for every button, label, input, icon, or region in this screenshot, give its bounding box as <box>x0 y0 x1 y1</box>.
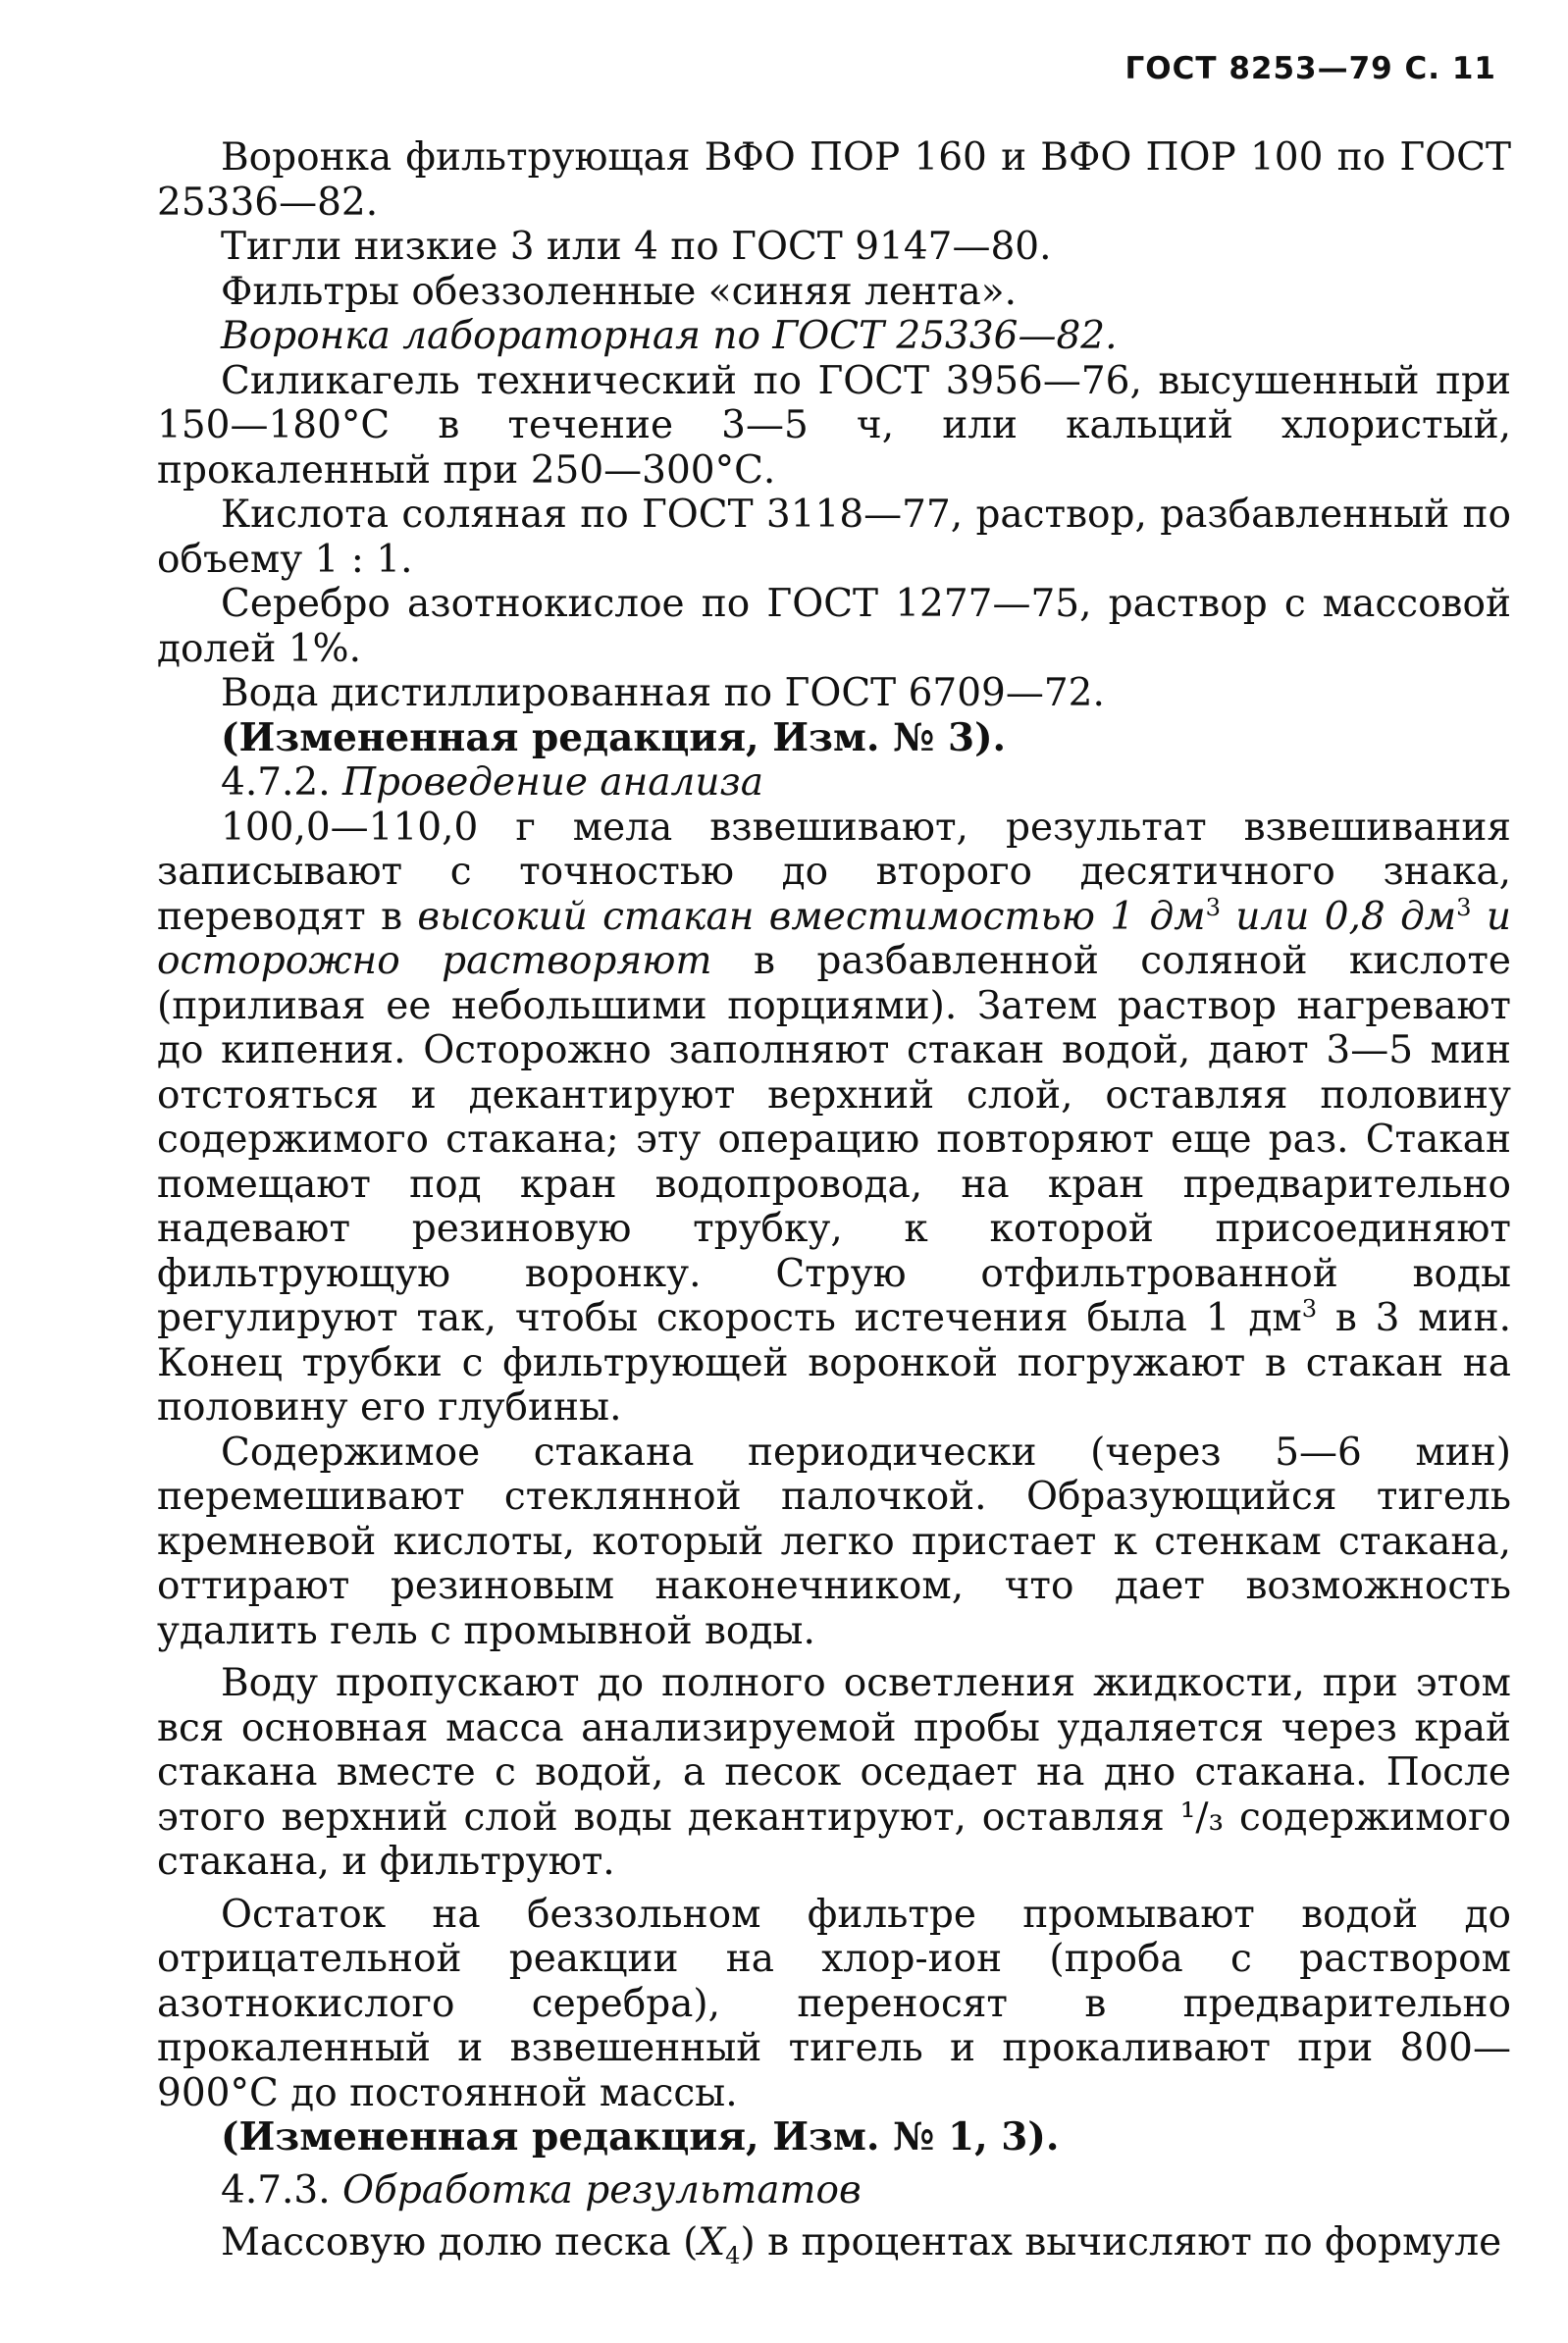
section-title: Проведение анализа <box>342 760 764 805</box>
superscript: 3 <box>1456 893 1472 921</box>
amendment-note-3: (Измененная редакция, Изм. № 3). <box>221 714 1007 760</box>
paragraph-residue: Остаток на беззольном фильтре промывают водой до отрицательной реакции на хлор-ион (проба с раствором азотнокислого серебра), переносят в предварительно прокаленный и взвешенный тигель и прокаливают при 800—900°С до постоянной массы. <box>157 1892 1511 2115</box>
text-run-italic: высокий стакан вместимостью 1 дм <box>417 894 1206 939</box>
text-run-italic: или 0,8 дм <box>1220 894 1457 939</box>
text-run: содержимого стакана, и фильтруют. <box>157 1795 1511 1884</box>
subscript: 4 <box>725 2241 741 2269</box>
section-4-7-2-heading <box>157 760 1511 806</box>
text-run: в 3 мин. Конец трубки с фильтрующей воронкой погружают в стакан на половину его глубины. <box>157 1296 1511 1430</box>
superscript: 3 <box>1205 893 1221 921</box>
paragraph-silica-gel: Силикагель технический по ГОСТ 3956—76, высушенный при 150—180°С в течение 3—5 ч, или кальций хлористый, прокаленный при 250—300°С. <box>157 358 1511 493</box>
text-run: Массовую долю песка ( <box>221 2220 699 2265</box>
fraction: ¹/₃ <box>1179 1795 1225 1840</box>
text-run: Воду пропускают до полного осветления жидкости, при этом вся основная масса анализируемой пробы удаляется через край стакана вместе с водой, а песок оседает на дно стакана. После этого верхний слой воды декантируют, оставляя <box>157 1661 1511 1840</box>
document-body <box>157 135 1512 2269</box>
section-number: 4.7.2. <box>221 760 331 805</box>
amendment-note-1-3: (Измененная редакция, Изм. № 1, 3). <box>221 2114 1060 2160</box>
section-4-7-3-heading <box>157 2168 1511 2213</box>
paragraph-crucibles: Тигли низкие 3 или 4 по ГОСТ 9147—80. <box>221 225 1052 269</box>
paragraph-lab-funnel: Воронка лабораторная по ГОСТ 25336—82. <box>221 314 1118 358</box>
paragraph-filters: Фильтры обеззоленные «синяя лента». <box>221 269 1018 314</box>
paragraph-water-rinse <box>157 1661 1511 1885</box>
paragraph-formula-intro <box>157 2220 1511 2269</box>
paragraph-silver-nitrate: Серебро азотнокислое по ГОСТ 1277—75, раствор с массовой долей 1%. <box>157 582 1511 671</box>
text-run: 100,0—110,0 г мела взвешивают, результат взвешивания записывают с точностью до второго десятичного знака, переводят в <box>157 805 1511 939</box>
text-run: ) в процентах вычисляют по формуле <box>740 2220 1502 2265</box>
paragraph-stirring: Содержимое стакана периодически (через 5—6 мин) перемешивают стеклянной палочкой. Образующийся тигель кремневой кислоты, который легко пристает к стенкам стакана, оттирают резиновым наконечником, что дает возможность удалить гель с промывной воды. <box>157 1430 1511 1653</box>
paragraph-distilled-water: Вода дистиллированная по ГОСТ 6709—72. <box>221 671 1105 715</box>
paragraph-analysis-procedure <box>157 806 1511 1431</box>
paragraph-funnel-filter: Воронка фильтрующая ВФО ПОР 160 и ВФО ПОР 100 по ГОСТ 25336—82. <box>157 135 1511 225</box>
section-number: 4.7.3. <box>221 2167 331 2213</box>
text-run: в разбавленной соляной кислоте (приливая ее небольшими порциями). Затем раствор нагревают до кипения. Осторожно заполняют стакан водой, дают 3—5 мин отстояться и декантируют верхний слой, оставляя половину содержимого стакана; эту операцию повторяют еще раз. Стакан помещают под кран водопровода, на кран предварительно надевают резиновую трубку, к которой присоединяют фильтрующую воронку. Струю отфильтрованной воды регулируют так, чтобы скорость истечения была 1 дм <box>157 939 1512 1340</box>
section-title: Обработка результатов <box>342 2167 862 2213</box>
text-run-italic: и осторожно растворяют <box>157 894 1511 983</box>
page-header: ГОСТ 8253—79 С. 11 <box>1124 51 1496 86</box>
superscript: 3 <box>1301 1295 1318 1323</box>
variable: X <box>698 2220 726 2265</box>
paragraph-hydrochloric-acid: Кислота соляная по ГОСТ 3118—77, раствор, разбавленный по объему 1 : 1. <box>157 493 1511 582</box>
